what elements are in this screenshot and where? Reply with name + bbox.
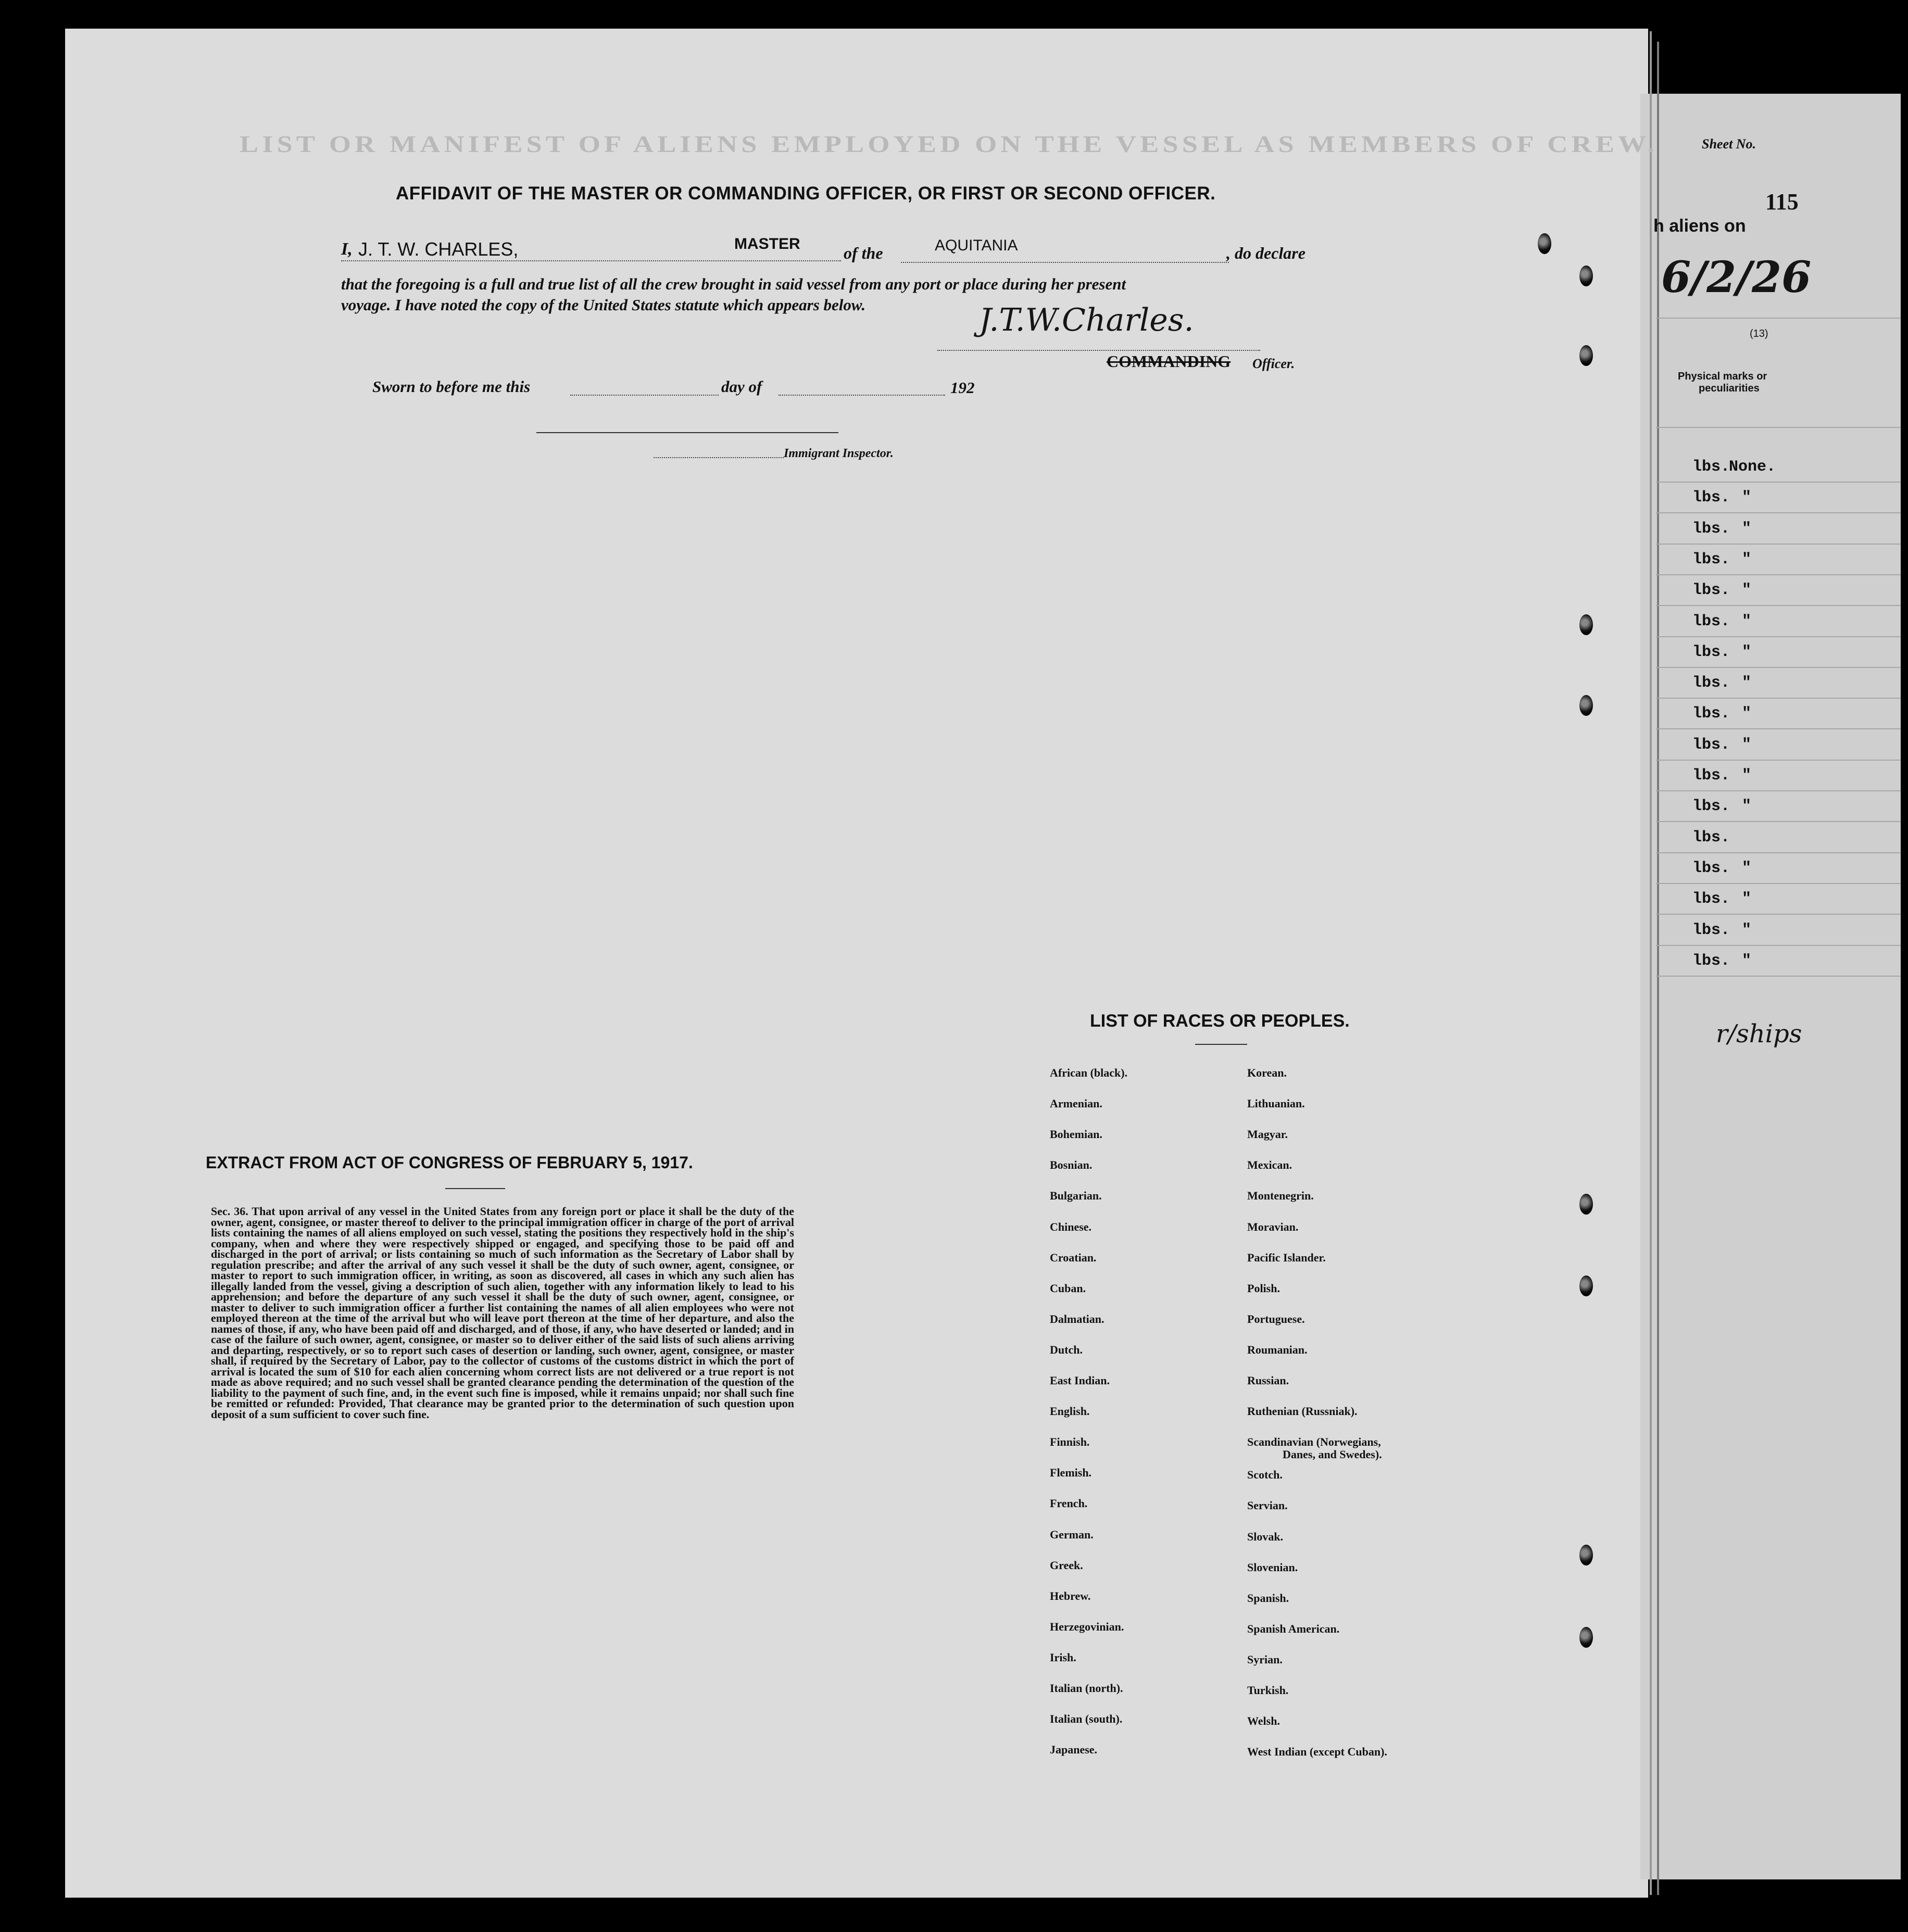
race-item: Italian (north). — [1050, 1682, 1123, 1695]
race-item: Herzegovinian. — [1050, 1620, 1124, 1633]
ditto-mark: " — [1742, 489, 1752, 507]
sworn-day-line — [570, 395, 719, 396]
race-item: Bulgarian. — [1050, 1189, 1102, 1202]
day-of-label: day of — [721, 377, 762, 396]
weight-unit: lbs. — [1692, 520, 1730, 538]
officer-suffix: Officer. — [1252, 356, 1295, 371]
column-header-2: peculiarities — [1699, 383, 1760, 394]
race-item: German. — [1050, 1528, 1094, 1541]
affidavit-line-3: voyage. I have noted the copy of the United States statute which appears below. — [341, 296, 866, 314]
weight-unit: lbs. — [1692, 458, 1730, 476]
punch-hole — [1579, 1545, 1593, 1565]
aliens-on-label: h aliens on — [1653, 216, 1746, 236]
race-item: Montenegrin. — [1247, 1189, 1314, 1202]
ditto-mark: " — [1742, 705, 1752, 723]
ditto-mark: " — [1742, 736, 1752, 754]
ditto-mark: " — [1742, 767, 1752, 785]
race-item: Flemish. — [1050, 1466, 1092, 1479]
race-item: Scandinavian (Norwegians, — [1247, 1435, 1381, 1448]
race-item: Dalmatian. — [1050, 1312, 1104, 1325]
race-item: Turkish. — [1247, 1684, 1289, 1697]
right-grid-line — [1656, 636, 1901, 637]
race-item: Magyar. — [1247, 1128, 1288, 1141]
race-item: Roumanian. — [1247, 1343, 1308, 1356]
right-grid-line — [1656, 945, 1901, 946]
weight-unit: lbs. — [1692, 674, 1730, 692]
physical-marks-value: None. — [1729, 458, 1776, 476]
punch-hole — [1579, 1276, 1593, 1296]
vessel-line — [901, 262, 1229, 263]
declarant-prefix: I, — [341, 239, 353, 259]
race-item: Pacific Islander. — [1247, 1251, 1326, 1264]
ditto-mark: " — [1742, 643, 1752, 661]
of-the: of the — [844, 244, 883, 262]
race-item: Irish. — [1050, 1651, 1076, 1664]
ditto-mark: " — [1742, 520, 1752, 538]
race-item: Syrian. — [1247, 1653, 1283, 1666]
punch-hole — [1579, 614, 1593, 635]
race-item: Welsh. — [1247, 1714, 1280, 1727]
race-item: Dutch. — [1050, 1343, 1083, 1356]
weight-unit: lbs. — [1692, 582, 1730, 599]
right-grid-line — [1656, 976, 1901, 977]
race-item: Bosnian. — [1050, 1158, 1093, 1171]
race-item: French. — [1050, 1497, 1088, 1510]
ghost-header: LIST OR MANIFEST OF ALIENS EMPLOYED ON THE VESSEL AS MEMBERS OF CREW. — [240, 131, 1659, 157]
ditto-mark: " — [1742, 674, 1752, 692]
punch-hole — [1579, 266, 1593, 286]
inspector-signature-line — [536, 432, 838, 433]
extract-title: EXTRACT FROM ACT OF CONGRESS OF FEBRUARY 5, 1917. — [206, 1153, 693, 1172]
affidavit-title: AFFIDAVIT OF THE MASTER OR COMMANDING OFFICER, OR FIRST OR SECOND OFFICER. — [396, 183, 1216, 204]
handwritten-annotation: r/ships — [1716, 1019, 1802, 1049]
weight-unit: lbs. — [1692, 798, 1730, 815]
race-item: African (black). — [1050, 1066, 1128, 1079]
right-grid-line — [1656, 427, 1901, 428]
rank: MASTER — [734, 235, 800, 252]
declarant-line — [341, 260, 841, 261]
race-item: Mexican. — [1247, 1158, 1292, 1171]
extract-body: Sec. 36. That upon arrival of any vessel in the United States from any foreign port or place it shall be the duty of the owner, agent, consignee, or master thereof to deliver to the principal immigration officer in charge of the port of arrival lists containing the names of all aliens employed on such vessel, stating the positions they respectively hold in the ship's company, when and where they were respectively shipped or engaged, and specifying those to be paid off and discharged in the port of arrival; or lists containing so much of such information as the Secretary of Labor shall by regulation prescribe; and after the arrival of any such vessel it shall be the duty of such owner, agent, consignee, or master to report to such immigration officer, in writing, as soon as discovered, all cases in which any such alien has illegally landed from the vessel, giving a description of such alien, together with any information likely to lead to his apprehension; and before the departure of any such vessel it shall be the duty of such owner, agent, consignee, or master to deliver to such immigration officer a further list containing the names of all alien employees who were not employed thereon at the time of the arrival but who will leave port thereon at the time of her departure, and also the names of those, if any, who have been paid off and discharged, and of those, if any, who have deserted or landed; and in case of the failure of such owner, agent, consignee, or master so to deliver either of the said lists of such aliens arriving and departing, respectively, or so to report such cases of desertion or landing, such owner, agent, consignee, or master shall, if required by the Secretary of Labor, pay to the collector of customs of the customs district in which the port of arrival is located the sum of $10 for each alien concerning whom correct lists are not delivered or a true report is not made as above required; and no such vessel shall be granted clearance pending the determination of the question of the liability to the payment of such fine, and, in the event such fine is imposed, while it remains unpaid; nor shall such fine be remitted or refunded: Provided, That clearance may be granted prior to the determination of such question upon deposit of a sum sufficient to cover such fine. — [211, 1205, 794, 1421]
ditto-mark: " — [1742, 921, 1752, 939]
inspector-line — [654, 457, 784, 458]
race-item: Portuguese. — [1247, 1312, 1305, 1325]
ditto-mark: " — [1742, 798, 1752, 815]
punch-hole — [1579, 345, 1593, 366]
weight-unit: lbs. — [1692, 829, 1730, 847]
officer-stamp: COMMANDING — [1107, 352, 1231, 371]
right-grid-line — [1656, 883, 1901, 884]
race-item: Korean. — [1247, 1066, 1287, 1079]
right-grid-line — [1656, 544, 1901, 545]
extract-title-rule — [445, 1188, 505, 1189]
column-number: (13) — [1750, 328, 1768, 339]
signature-line — [937, 350, 1260, 351]
sworn-year: 192 — [950, 378, 975, 397]
weight-unit: lbs. — [1692, 921, 1730, 939]
right-grid-line — [1656, 852, 1901, 853]
punch-hole — [1579, 1194, 1593, 1215]
ditto-mark: " — [1742, 551, 1752, 569]
right-grid-line — [1656, 482, 1901, 483]
race-item: Ruthenian (Russniak). — [1247, 1405, 1358, 1418]
do-declare: , do declare — [1226, 244, 1306, 262]
race-item: Japanese. — [1050, 1743, 1098, 1756]
race-item: English. — [1050, 1405, 1090, 1418]
declarant-name: J. T. W. CHARLES, — [358, 238, 519, 260]
right-grid-line — [1656, 760, 1901, 761]
race-item-scandinavian-cont: Danes, and Swedes). — [1283, 1448, 1382, 1461]
race-item: Bohemian. — [1050, 1128, 1102, 1141]
ditto-mark: " — [1742, 582, 1752, 599]
right-grid-line — [1656, 914, 1901, 915]
weight-unit: lbs. — [1692, 489, 1730, 507]
column-header-1: Physical marks or — [1678, 371, 1767, 382]
race-item: Finnish. — [1050, 1435, 1090, 1448]
weight-unit: lbs. — [1692, 643, 1730, 661]
race-item: West Indian (except Cuban). — [1247, 1745, 1387, 1758]
ditto-mark: " — [1742, 890, 1752, 908]
arrival-date: 6/2/26 — [1661, 252, 1812, 302]
ditto-mark: " — [1742, 613, 1752, 630]
race-item: Slovak. — [1247, 1530, 1284, 1543]
underlying-sheet — [1640, 94, 1901, 1879]
affidavit-line-2: that the foregoing is a full and true list of all the crew brought in said vessel from any port or place during her present — [341, 275, 1126, 293]
right-grid-line — [1656, 821, 1901, 822]
punch-hole — [1538, 233, 1551, 254]
races-title-rule — [1195, 1044, 1247, 1045]
race-item: Croatian. — [1050, 1251, 1097, 1264]
page-edge — [1657, 42, 1659, 1895]
page-number: 115 — [1765, 189, 1799, 214]
race-item: Italian (south). — [1050, 1712, 1123, 1725]
weight-unit: lbs. — [1692, 890, 1730, 908]
weight-unit: lbs. — [1692, 613, 1730, 630]
vessel-name: AQUITANIA — [935, 237, 1018, 254]
race-item: Servian. — [1247, 1499, 1288, 1512]
race-item: Cuban. — [1050, 1282, 1086, 1295]
inspector-label: Immigrant Inspector. — [784, 447, 894, 460]
race-item: Armenian. — [1050, 1097, 1102, 1110]
ditto-mark: " — [1742, 952, 1752, 970]
weight-unit: lbs. — [1692, 767, 1730, 785]
race-item: Scotch. — [1247, 1468, 1283, 1481]
race-item: East Indian. — [1050, 1374, 1110, 1387]
right-grid-line — [1656, 667, 1901, 668]
right-grid-line — [1656, 574, 1901, 575]
right-grid-line — [1656, 698, 1901, 699]
right-grid-line — [1656, 512, 1901, 513]
ditto-mark: " — [1742, 860, 1752, 877]
weight-unit: lbs. — [1692, 736, 1730, 754]
race-item: Slovenian. — [1247, 1561, 1298, 1574]
race-item: Polish. — [1247, 1282, 1280, 1295]
race-item: Hebrew. — [1050, 1589, 1091, 1602]
weight-unit: lbs. — [1692, 952, 1730, 970]
race-item: Spanish American. — [1247, 1622, 1340, 1635]
race-item: Moravian. — [1247, 1220, 1299, 1233]
page-edge — [1650, 31, 1652, 1895]
weight-unit: lbs. — [1692, 551, 1730, 569]
right-grid-line — [1656, 790, 1901, 791]
race-item: Greek. — [1050, 1559, 1083, 1572]
race-item: Russian. — [1247, 1374, 1289, 1387]
weight-unit: lbs. — [1692, 860, 1730, 877]
master-signature: J.T.W.Charles. — [979, 302, 1194, 338]
sworn-label: Sworn to before me this — [372, 377, 531, 396]
race-item: Spanish. — [1247, 1592, 1289, 1605]
right-grid-line — [1656, 605, 1901, 606]
races-title: LIST OF RACES OR PEOPLES. — [1090, 1011, 1350, 1031]
right-grid-line — [1656, 318, 1901, 319]
weight-unit: lbs. — [1692, 705, 1730, 723]
punch-hole — [1579, 695, 1593, 716]
right-grid-line — [1656, 728, 1901, 729]
sworn-month-line — [779, 395, 945, 396]
punch-hole — [1579, 1627, 1593, 1648]
sheet-no-label: Sheet No. — [1702, 136, 1756, 151]
race-item: Lithuanian. — [1247, 1097, 1305, 1110]
race-item: Chinese. — [1050, 1220, 1092, 1233]
